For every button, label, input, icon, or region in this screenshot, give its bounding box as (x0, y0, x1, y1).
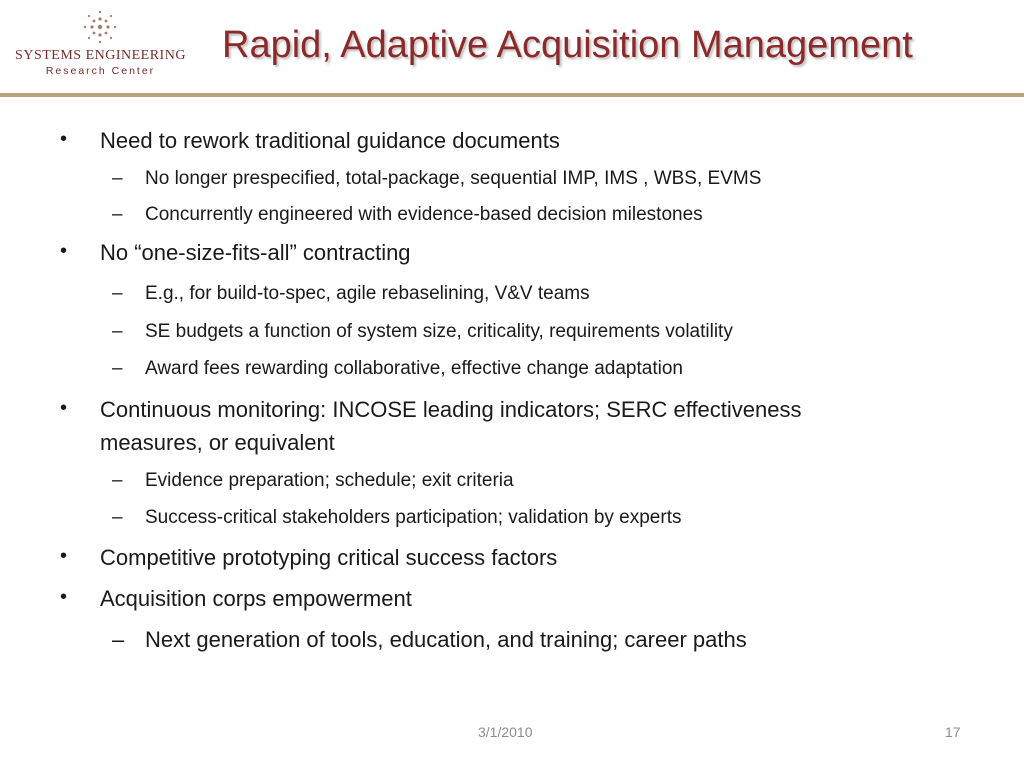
bullet-marker: • (60, 397, 68, 419)
bullet-marker: • (60, 545, 68, 567)
serc-logo (8, 8, 193, 78)
bullet-marker: • (60, 240, 68, 262)
slide-number: 17 (945, 724, 961, 740)
title-divider (0, 93, 1024, 97)
dash-marker: – (112, 627, 125, 652)
sub-bullet-text: SE budgets a function of system size, criticality, requirements volatility (145, 321, 733, 342)
sub-bullet-text: Next generation of tools, education, and training; career paths (145, 627, 747, 652)
dash-marker: – (112, 204, 123, 225)
dash-marker: – (112, 168, 123, 189)
dash-marker: – (112, 358, 123, 379)
logo-text-secondary: Research Center (45, 65, 156, 77)
dash-marker: – (112, 283, 123, 304)
slide-title: Rapid, Adaptive Acquisition Management (222, 24, 913, 66)
sub-bullet-text: Award fees rewarding collaborative, effective change adaptation (145, 358, 683, 379)
bullet-marker: • (60, 128, 68, 150)
sub-bullet-text: Concurrently engineered with evidence-based decision milestones (145, 204, 703, 225)
bullet-text: No “one-size-fits-all” contracting (100, 240, 411, 265)
sub-bullet-text: Success-critical stakeholders participation; validation by experts (145, 507, 682, 528)
dash-marker: – (112, 507, 123, 528)
sub-bullet-text: E.g., for build-to-spec, agile rebaselining, V&V teams (145, 283, 590, 304)
star-burst-icon (80, 8, 120, 46)
sub-bullet-text: Evidence preparation; schedule; exit criteria (145, 470, 514, 491)
dash-marker: – (112, 470, 123, 491)
bullet-text: Acquisition corps empowerment (100, 586, 412, 611)
logo-text-primary: SYSTEMS ENGINEERING (15, 48, 186, 63)
bullet-text: measures, or equivalent (100, 430, 335, 455)
bullet-text: Continuous monitoring: INCOSE leading indicators; SERC effectiveness (100, 397, 802, 422)
bullet-marker: • (60, 586, 68, 608)
bullet-text: Competitive prototyping critical success factors (100, 545, 558, 570)
dash-marker: – (112, 321, 123, 342)
sub-bullet-text: No longer prespecified, total-package, sequential IMP, IMS , WBS, EVMS (145, 168, 762, 189)
bullet-text: Need to rework traditional guidance documents (100, 128, 560, 153)
footer-date: 3/1/2010 (478, 724, 533, 740)
